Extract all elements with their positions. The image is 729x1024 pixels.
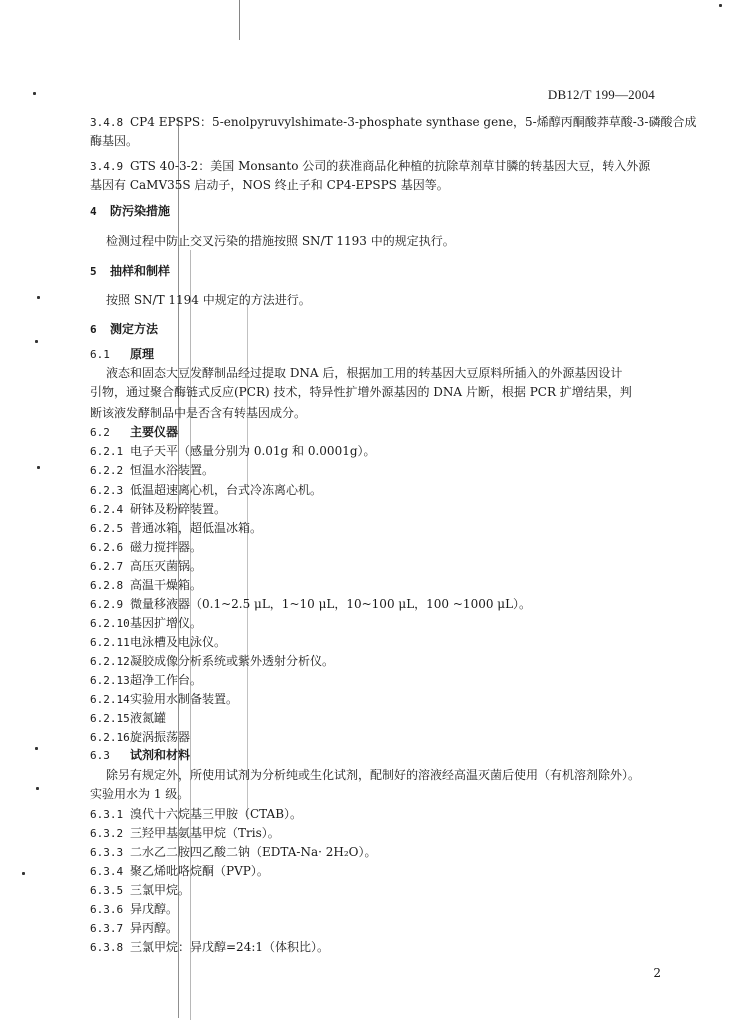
clause-text: 主要仪器 xyxy=(130,425,179,439)
text-line xyxy=(106,291,311,308)
text-line xyxy=(90,728,190,745)
clause-number: 6.2.12 xyxy=(90,655,130,668)
clause-text: 三氯甲烷。 xyxy=(130,883,191,897)
text-line xyxy=(90,633,226,650)
clause-text: 普通冰箱，超低温冰箱。 xyxy=(130,521,263,535)
clause-number: 6.3.8 xyxy=(90,941,124,954)
clause-text: 测定方法 xyxy=(110,322,159,336)
clause-text: 防污染措施 xyxy=(110,204,171,218)
clause-text: 酶基因。 xyxy=(90,134,139,148)
clause-text: GTS 40-3-2：美国 Monsanto 公司的获准商品化种植的抗除草剂草甘膦的转基因大豆，转入外源 xyxy=(130,159,651,173)
scan-speck xyxy=(35,340,38,343)
clause-number: 6.2.8 xyxy=(90,579,124,592)
text-line xyxy=(90,500,226,517)
text-line xyxy=(90,557,202,574)
clause-number: 6.2.15 xyxy=(90,712,130,725)
text-line xyxy=(90,785,189,802)
clause-text: 异丙醇。 xyxy=(130,921,179,935)
clause-text: 断该液发酵制品中是否含有转基因成分。 xyxy=(90,406,307,420)
clause-text: 二水乙二胺四乙酸二钠（EDTA-Na· 2H₂O）。 xyxy=(130,845,377,859)
text-line xyxy=(90,671,202,688)
section-heading xyxy=(90,320,158,337)
clause-number: 6.3.7 xyxy=(90,922,124,935)
clause-number: 6.2.13 xyxy=(90,674,130,687)
clause-number: 6.2.9 xyxy=(90,598,124,611)
clause-text: 检测过程中防止交叉污染的措施按照 SN/T 1193 中的规定执行。 xyxy=(106,234,455,248)
clause-number: 6.2.10 xyxy=(90,617,130,630)
clause-text: 微量移液器（0.1~2.5 μL，1~10 μL，10~100 μL，100 ~1000 μL）。 xyxy=(130,597,532,611)
clause-text: 低温超速离心机，台式冷冻离心机。 xyxy=(130,483,323,497)
clause-text: 基因扩增仪。 xyxy=(130,616,203,630)
clause-text: 三羟甲基氨基甲烷（Tris）。 xyxy=(130,826,280,840)
clause-text: 液态和固态大豆发酵制品经过提取 DNA 后，根据加工用的转基因大豆原料所插入的外源基因设计 xyxy=(106,366,623,380)
clause-text: 恒温水浴装置。 xyxy=(130,463,215,477)
text-line xyxy=(90,690,238,707)
clause-text: 溴代十六烷基三甲胺（CTAB）。 xyxy=(130,807,303,821)
text-line xyxy=(90,538,202,555)
clause-text: 高压灭菌锅。 xyxy=(130,559,203,573)
clause-text: 液氮罐 xyxy=(130,711,167,725)
text-line xyxy=(90,652,334,669)
text-line xyxy=(90,481,322,498)
clause-text: 实验用水为 1 级。 xyxy=(90,787,190,801)
text-line xyxy=(90,404,306,421)
text-line xyxy=(90,862,269,879)
text-line xyxy=(90,843,376,860)
clause-number: 6.2.1 xyxy=(90,445,124,458)
clause-number: 6.3.5 xyxy=(90,884,124,897)
subsection-heading xyxy=(90,345,154,362)
clause-number: 6.3.6 xyxy=(90,903,124,916)
clause-number: 6.2 xyxy=(90,426,110,439)
clause-number: 3.4.9 xyxy=(90,160,124,173)
section-heading xyxy=(90,202,170,219)
text-line xyxy=(90,709,166,726)
text-line xyxy=(90,595,531,612)
clause-number: 6.3.3 xyxy=(90,846,124,859)
text-line xyxy=(90,519,262,536)
clause-number: 6.2.2 xyxy=(90,464,124,477)
clause-number: 6 xyxy=(90,323,97,336)
clause-number: 6.2.11 xyxy=(90,636,130,649)
text-line xyxy=(90,157,650,174)
text-line xyxy=(90,113,696,130)
scan-speck xyxy=(37,466,40,469)
subsection-heading xyxy=(90,423,178,440)
text-line xyxy=(90,919,178,936)
document-code: DB12/T 199—2004 xyxy=(547,87,655,102)
text-line xyxy=(90,132,138,149)
clause-text: 引物，通过聚合酶链式反应(PCR) 技术，特异性扩增外源基因的 DNA 片断，根据 PCR 扩增结果，判 xyxy=(90,385,632,399)
clause-number: 6.3.2 xyxy=(90,827,124,840)
clause-number: 6.2.7 xyxy=(90,560,124,573)
clause-number: 3.4.8 xyxy=(90,116,124,129)
clause-text: 按照 SN/T 1194 中规定的方法进行。 xyxy=(106,293,311,307)
text-line xyxy=(90,461,214,478)
clause-text: 基因有 CaMV35S 启动子，NOS 终止子和 CP4-EPSPS 基因等。 xyxy=(90,178,449,192)
page-number: 2 xyxy=(653,966,661,980)
text-line xyxy=(90,938,329,955)
clause-text: 除另有规定外，所使用试剂为分析纯或生化试剂，配制好的溶液经高温灭菌后使用（有机溶剂除外）。 xyxy=(106,768,641,782)
clause-number: 6.3.1 xyxy=(90,808,124,821)
scan-speck xyxy=(37,296,40,299)
scan-streak xyxy=(239,0,240,40)
clause-number: 6.3 xyxy=(90,749,110,762)
clause-text: 电子天平（感量分别为 0.01g 和 0.0001g）。 xyxy=(130,444,376,458)
clause-number: 6.2.3 xyxy=(90,484,124,497)
clause-number: 4 xyxy=(90,205,97,218)
clause-number: 6.3.4 xyxy=(90,865,124,878)
text-line xyxy=(90,881,190,898)
clause-number: 6.2.4 xyxy=(90,503,124,516)
text-line xyxy=(90,576,202,593)
scan-speck xyxy=(22,872,25,875)
text-line xyxy=(106,232,455,249)
clause-text: CP4 EPSPS：5-enolpyruvylshimate-3-phosphate synthase gene，5-烯醇丙酮酸莽草酸-3-磷酸合成 xyxy=(130,115,697,129)
text-line xyxy=(90,442,376,459)
clause-number: 6.1 xyxy=(90,348,110,361)
scan-speck xyxy=(35,747,38,750)
clause-text: 电泳槽及电泳仪。 xyxy=(130,635,227,649)
subsection-heading xyxy=(90,746,190,763)
clause-text: 抽样和制样 xyxy=(110,264,171,278)
clause-number: 5 xyxy=(90,265,97,278)
clause-number: 6.2.14 xyxy=(90,693,130,706)
clause-text: 实验用水制备装置。 xyxy=(130,692,239,706)
clause-text: 高温干燥箱。 xyxy=(130,578,203,592)
clause-text: 旋涡振荡器 xyxy=(130,730,191,744)
clause-text: 三氯甲烷：异戊醇=24:1（体积比）。 xyxy=(130,940,330,954)
text-line xyxy=(106,364,622,381)
clause-text: 研钵及粉碎装置。 xyxy=(130,502,227,516)
text-line xyxy=(90,824,280,841)
clause-text: 异戊醇。 xyxy=(130,902,179,916)
clause-number: 6.2.5 xyxy=(90,522,124,535)
clause-text: 凝胶成像分析系统或紫外透射分析仪。 xyxy=(130,654,335,668)
scan-speck xyxy=(719,4,722,7)
clause-number: 6.2.16 xyxy=(90,731,130,744)
clause-text: 磁力搅拌器。 xyxy=(130,540,203,554)
clause-text: 超净工作台。 xyxy=(130,673,203,687)
scan-speck xyxy=(36,787,39,790)
scan-speck xyxy=(33,92,36,95)
text-line xyxy=(90,176,449,193)
clause-text: 原理 xyxy=(130,347,155,361)
clause-number: 6.2.6 xyxy=(90,541,124,554)
text-line xyxy=(106,766,640,783)
text-line xyxy=(90,900,178,917)
clause-text: 试剂和材料 xyxy=(130,748,191,762)
text-line xyxy=(90,805,302,822)
text-line xyxy=(90,614,202,631)
text-line xyxy=(90,383,632,400)
clause-text: 聚乙烯吡咯烷酮（PVP）。 xyxy=(130,864,269,878)
section-heading xyxy=(90,262,170,279)
